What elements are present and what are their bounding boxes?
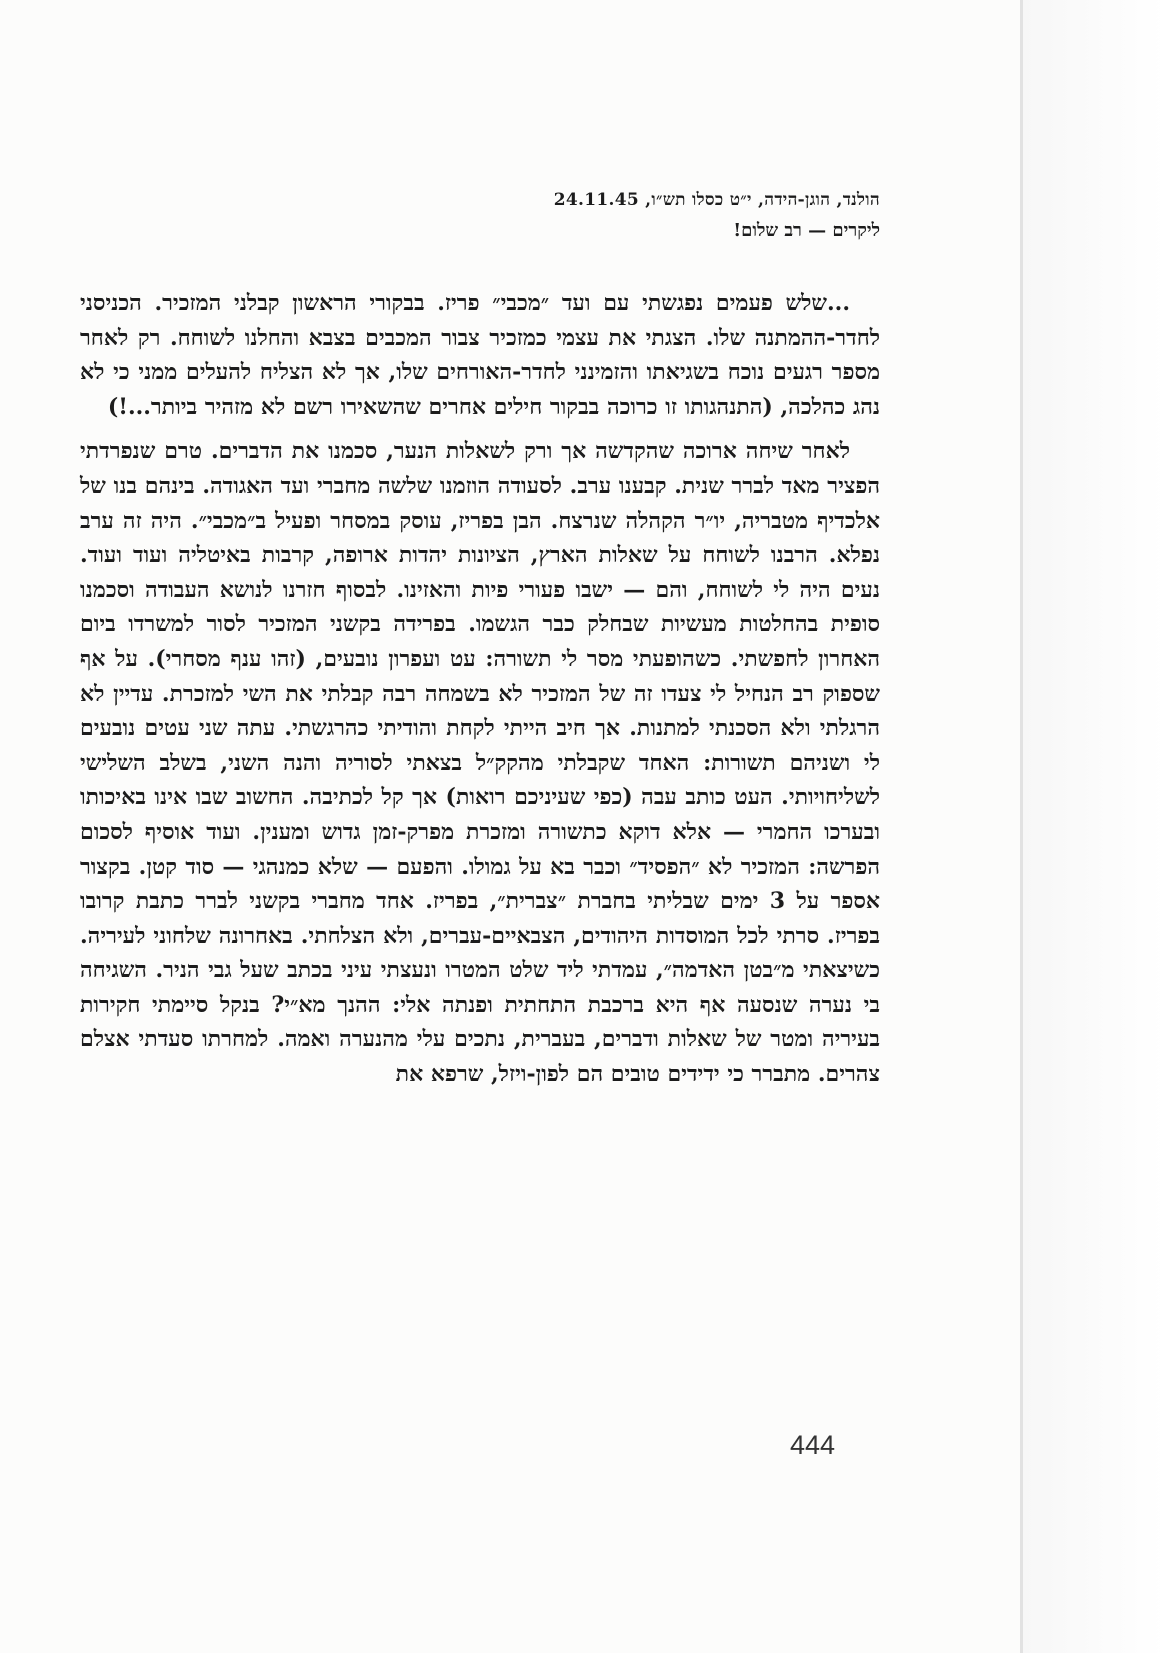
letter-greeting: ליקרים — רב שלום!: [733, 220, 880, 241]
letter-heading: הולנד, הוגן-הידה, י״ט כסלו תש״ו, 24.11.45: [553, 190, 880, 210]
body-paragraph-2: לאחר שיחה ארוכה שהקדשה אך ורק לשאלות הנער, סכמנו את הדברים. טרם שנפרדתי הפציר מאד לברר שנית. קבענו ערב. לסעודה הוזמנו שלשה מחברי ועד האגודה. בינהם בנו של אלכדיף מטבריה, יו״ר הקהלה שנרצח. הבן בפריז, עוסק במסחר ופעיל ב״מכבי״. היה זה ערב נפלא. הרבנו לשוחח על שאלות הארץ, הציונות יהדות ארופה, קרבות באיטליה ועוד ועוד. נעים היה לי לשוחח, והם — ישבו פעורי פיות והאזינו. לבסוף חזרנו לנושא העבודה וסכמנו סופית בהחלטות מעשיות שבחלק כבר הגשמו. בפרידה בקשני המזכיר לסור למשרדו ביום האחרון לחפשתי. כשהופעתי מסר לי תשורה: עט ועפרון נובעים, (זהו ענף מסחרי). על אף שספוק רב הנחיל לי צעדו זה של המזכיר לא בשמחה רבה קבלתי את השי למזכרת. עדיין לא הרגלתי ולא הסכנתי למתנות. אך חיב הייתי לקחת והודיתי כהרגשתי. עתה שני עטים נובעים לי ושניהם תשורות: האחד שקבלתי מהקק״ל בצאתי לסוריה והנה השני, בשלב השלישי לשליחויותי. העט כותב עבה (כפי שעיניכם רואות) אך קל לכתיבה. החשוב שבו אינו באיכותו ובערכו החמרי — אלא דוקא כתשורה ומזכרת מפרק-זמן גדוש ומענין. ועוד אוסיף לסכום הפרשה: המזכיר לא ״הפסיד״ וכבר בא על גמולו. והפעם — שלא כמנהגי — סוד קטן. בקצור אספר על 3 ימים שבליתי בחברת ״צברית״, בפריז. אחד מחברי בקשני לברר כתבת קרובו בפריז. סרתי לכל המוסדות היהודים, הצבאיים-עברים, ולא הצלחתי. באחרונה שלחוני לעיריה. כשיצאתי מ״בטן האדמה״, עמדתי ליד שלט המטרו ונעצתי עיני בכתב שעל גבי הניר. השגיחה בי נערה שנסעה אף היא ברכבת התחתית ופנתה אלי: ההנך מא״י? בנקל סיימתי חקירות בעיריה ומטר של שאלות ודברים, בעברית, נתכים עלי מהנערה ואמה. למחרתו סעדתי אצלם צהרים. מתברר כי ידידים טובים הם לפון-ויזל, שרפא את: [80, 438, 880, 1088]
body-paragraph-1: ...שלש פעמים נפגשתי עם ועד ״מכבי״ פריז. בבקורי הראשון קבלני המזכיר. הכניסני לחדר-ההמתנה שלו. הצגתי את עצמי כמזכיר צבור המכבים בצבא והחלנו לשוחח. רק לאחר מספר רגעים נוכח בשגיאתו והזמינני לחדר-האורחים שלו, אך לא הצליח להעלים ממני כי לא נהג כהלכה, (התנהגותו זו כרוכה בבקור חילים אחרים שהשאירו רשם לא מזהיר ביותר...!): [80, 290, 880, 420]
page-edge-shadow: [1023, 0, 1165, 1653]
letter-body: [80, 286, 880, 1102]
page-crease: [1020, 0, 1023, 1653]
page-number: 444: [790, 1430, 836, 1460]
